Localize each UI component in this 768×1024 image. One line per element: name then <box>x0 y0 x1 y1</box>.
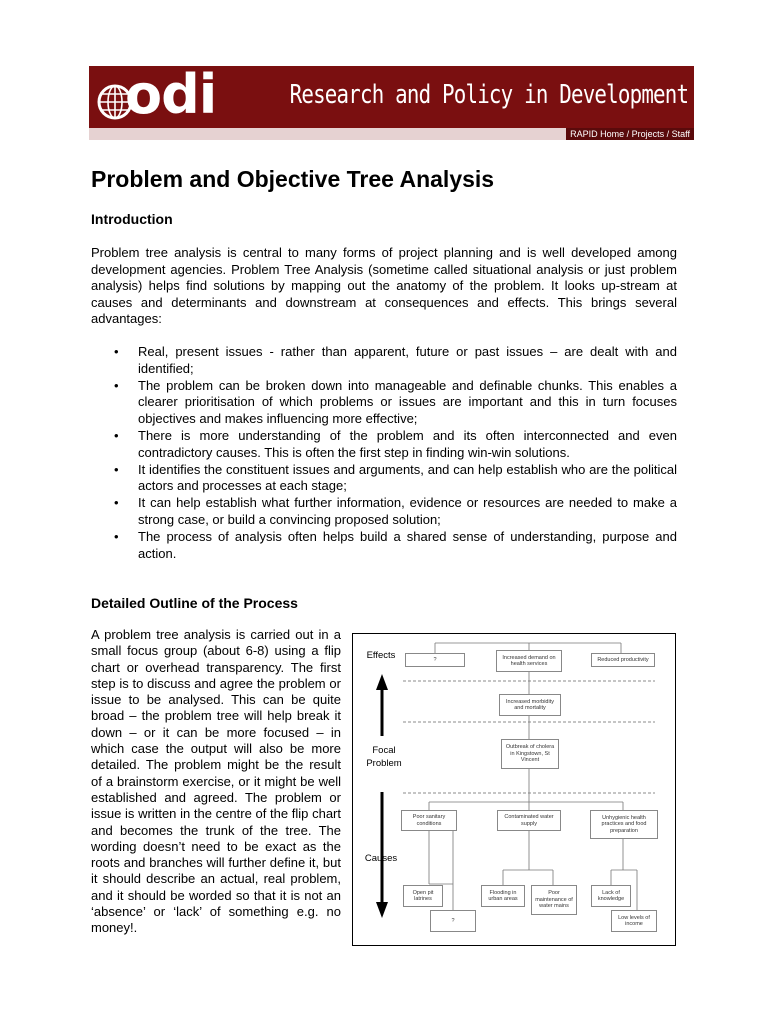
intro-paragraph: Problem tree analysis is central to many forms of project planning and is well developed among development agencies. Problem Tree Analysis (sometime called situational analysis or just problem analysis) helps find solutions by mapping out the anatomy of the problem. It looks up-stream at causes and determinants and downstream at consequences and effects. This brings several advantages: <box>91 245 677 327</box>
list-item: • There is more understanding of the problem and its often interconnected and even contradictory causes. This is often the first step in finding win-win solutions. <box>110 428 677 461</box>
root-box-latrines: Open pit latrines <box>403 885 443 907</box>
outline-paragraph: A problem tree analysis is carried out in a small focus group (about 6-8) using a flip chart or overhead transparency. The first step is to discuss and agree the problem or issue to be analysed. This can be quite broad – the problem tree will help break it down – or it can be more focused – in which case the output will also be more detailed. The problem might be the result of a brainstorm exercise, or it might be well established and agreed. The problem or issue is written in the centre of the flip chart and becomes the trunk of the tree. The wording doesn’t need to be exact as the roots and branches will further define it, but it should describe an actual, real problem, and it should be worded so that it is not an ‘absence’ or ‘lack’ of something e.g. no money!. <box>91 627 341 936</box>
banner-title: Research and Policy in Development <box>289 80 688 110</box>
intro-heading: Introduction <box>91 211 173 227</box>
root-box-unknown: ? <box>430 910 476 932</box>
header-banner <box>89 63 694 128</box>
cause-box-sanitary: Poor sanitary conditions <box>401 810 457 831</box>
root-box-flooding: Flooding in urban areas <box>481 885 525 907</box>
root-box-knowledge: Lack of knowledge <box>591 885 631 907</box>
list-item: • The problem can be broken down into manageable and definable chunks. This enables a clearer prioritisation of which problems or issues are important and this in turn focuses objectives and makes influencing more effective; <box>110 378 677 428</box>
root-box-income: Low levels of income <box>611 910 657 932</box>
breadcrumb-nav[interactable]: RAPID Home / Projects / Staff <box>566 128 694 140</box>
advantages-list <box>110 344 677 563</box>
effect-box-morbidity: Increased morbidity and mortality <box>499 694 561 716</box>
effects-label: Effects <box>366 650 396 661</box>
effect-box-productivity: Reduced productivity <box>591 653 655 667</box>
effect-box-demand: Increased demand on health services <box>496 650 562 672</box>
list-item: • It identifies the constituent issues and arguments, and can help establish who are the political actors and processes at each stage; <box>110 462 677 495</box>
causes-label: Causes <box>364 853 398 864</box>
outline-heading: Detailed Outline of the Process <box>91 595 298 611</box>
list-item: • Real, present issues - rather than apparent, future or past issues – are dealt with and identified; <box>110 344 677 377</box>
root-box-maintenance: Poor maintenance of water mains <box>531 885 577 915</box>
logo-text: odi <box>125 63 217 126</box>
effect-box-unknown: ? <box>405 653 465 667</box>
problem-label: Problem <box>366 758 402 769</box>
page-title: Problem and Objective Tree Analysis <box>91 166 495 192</box>
cause-box-hygiene: Unhygienic health practices and food preparation <box>590 810 658 839</box>
focal-problem-box: Outbreak of cholera in Kingstown, St Vincent <box>501 739 559 769</box>
odi-logo[interactable] <box>95 63 217 126</box>
list-item: • It can help establish what further information, evidence or resources are needed to make a strong case, or build a convincing proposed solution; <box>110 495 677 528</box>
list-item: • The process of analysis often helps build a shared sense of understanding, purpose and action. <box>110 529 677 562</box>
focal-label: Focal <box>372 745 396 756</box>
sub-navigation-bar <box>89 128 694 140</box>
problem-tree-diagram <box>352 633 676 946</box>
cause-box-water: Contaminated water supply <box>497 810 561 831</box>
